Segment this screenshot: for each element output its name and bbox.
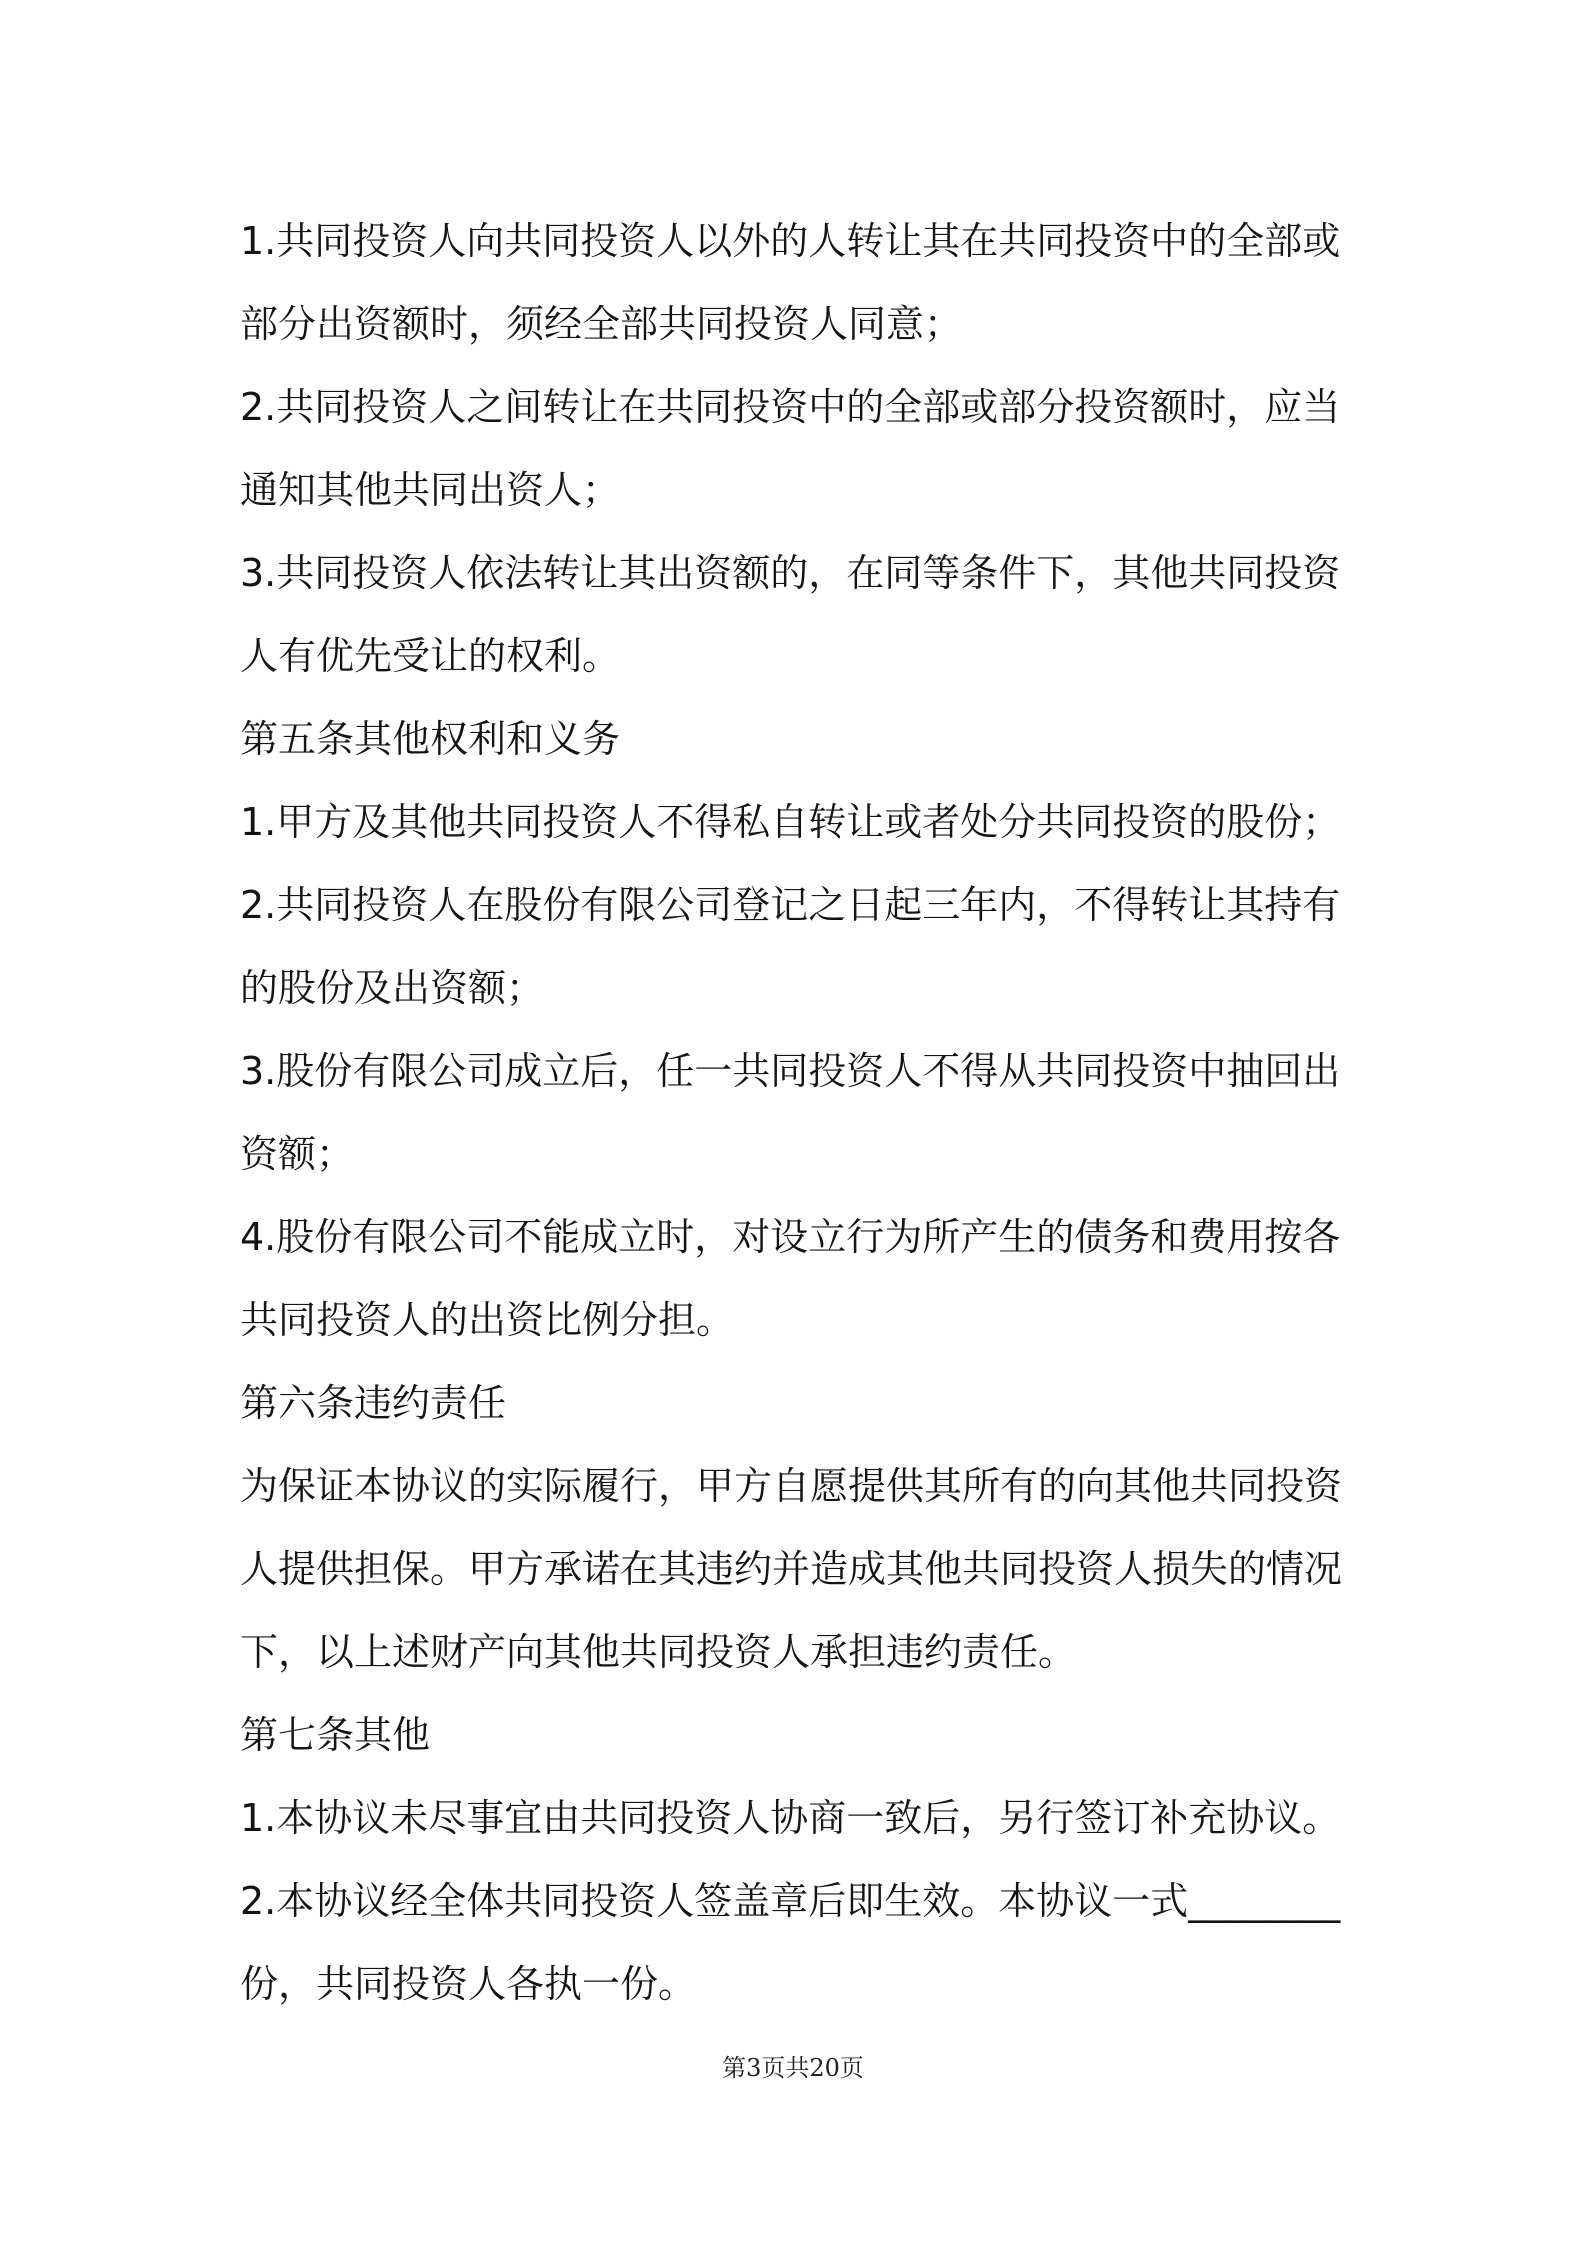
clause-no-withdrawal: 3.股份有限公司成立后，任一共同投资人不得从共同投资中抽回出资额； bbox=[240, 1049, 1341, 1176]
clause-guarantee: 为保证本协议的实际履行，甲方自愿提供其所有的向其他共同投资人提供担保。甲方承诺在其违约并造成其他共同投资人损失的情况下，以上述财产向其他共同投资人承担违约责任。 bbox=[240, 1464, 1343, 1674]
clause-three-year-lock: 2.共同投资人在股份有限公司登记之日起三年内，不得转让其持有的股份及出资额； bbox=[240, 883, 1341, 1010]
clause-no-private-transfer: 1.甲方及其他共同投资人不得私自转让或者处分共同投资的股份； bbox=[240, 800, 1341, 844]
clause-failure-liability: 4.股份有限公司不能成立时，对设立行为所产生的债务和费用按各共同投资人的出资比例分担。 bbox=[240, 1215, 1341, 1342]
clause-preemptive-right: 3.共同投资人依法转让其出资额的，在同等条件下，其他共同投资人有优先受让的权利。 bbox=[240, 551, 1341, 678]
clause-transfer-between: 2.共同投资人之间转让在共同投资中的全部或部分投资额时，应当通知其他共同出资人； bbox=[240, 385, 1341, 512]
clause-supplementary: 1.本协议未尽事宜由共同投资人协商一致后，另行签订补充协议。 bbox=[240, 1796, 1341, 1840]
article-7-heading: 第七条其他 bbox=[240, 1713, 431, 1757]
page-number: 第3页共20页 bbox=[722, 2054, 864, 2082]
document-body bbox=[240, 200, 1360, 2026]
clause-transfer-outside: 1.共同投资人向共同投资人以外的人转让其在共同投资中的全部或部分出资额时，须经全部共同投资人同意； bbox=[240, 219, 1341, 346]
article-6-heading: 第六条违约责任 bbox=[240, 1381, 507, 1425]
article-5-heading: 第五条其他权利和义务 bbox=[240, 717, 621, 761]
clause-effectiveness: 2.本协议经全体共同投资人签盖章后即生效。本协议一式________份，共同投资人各执一份。 bbox=[240, 1879, 1341, 2006]
